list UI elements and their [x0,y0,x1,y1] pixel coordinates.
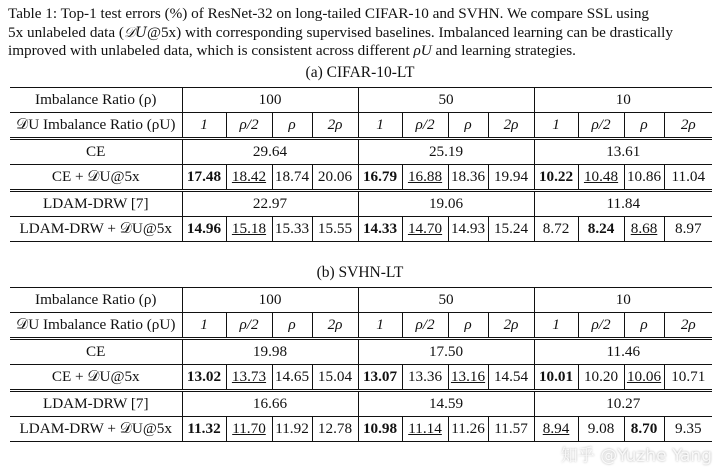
error-value: 8.94 [534,417,578,442]
table-row [10,417,712,442]
du-ratio-col: 1 [182,313,226,339]
caption-line-1: Table 1: Top-1 test errors (%) of ResNet-32 on long-tailed CIFAR-10 and SVHN. We compare SSL using [8,5,650,22]
error-value: 19.94 [488,165,534,191]
error-value: 14.65 [272,365,312,391]
ratio-value: 50 [358,88,534,113]
merged-value: 14.59 [358,391,534,417]
du-ratio-col: ρ [624,113,664,139]
du-ratio-col: 1 [534,113,578,139]
caption-text: improved with unlabeled data, which is consistent across different [8,42,414,60]
error-value: 11.26 [448,417,488,442]
merged-value: 19.06 [358,191,534,217]
error-value: 16.88 [402,165,448,191]
error-value: 18.74 [272,165,312,191]
du-ratio-col: ρ [272,313,312,339]
du-ratio-col: 1 [358,313,402,339]
method-name: CE [10,339,182,365]
table-row [10,217,712,242]
caption-text: @5x) with corresponding supervised baselines. Imbalanced learning can be drastically [146,23,673,41]
du-ratio-col: ρ [448,113,488,139]
error-value: 10.01 [534,365,578,391]
du-ratio-label: 𝒟U Imbalance Ratio (ρU) [10,113,182,139]
table-row [10,365,712,391]
error-value: 14.96 [182,217,226,242]
error-value: 11.70 [226,417,272,442]
error-value: 15.04 [312,365,358,391]
du-ratio-col: ρ [272,113,312,139]
error-value: 15.24 [488,217,534,242]
du-ratio-col: 2ρ [488,113,534,139]
error-value: 10.86 [624,165,664,191]
merged-value: 11.46 [534,339,712,365]
error-value: 15.55 [312,217,358,242]
error-value: 8.97 [664,217,712,242]
du-ratio-col: 2ρ [488,313,534,339]
table-caption [8,5,716,61]
error-value: 10.06 [624,365,664,391]
error-value: 13.02 [182,365,226,391]
error-value: 10.48 [578,165,624,191]
error-value: 18.42 [226,165,272,191]
method-name: LDAM-DRW [7] [10,191,182,217]
error-value: 14.54 [488,365,534,391]
error-value: 20.06 [312,165,358,191]
caption-text: 5x unlabeled data ( [8,23,124,41]
du-ratio-col: 1 [534,313,578,339]
error-value: 9.08 [578,417,624,442]
du-ratio-col: ρ/2 [226,113,272,139]
error-value: 14.93 [448,217,488,242]
error-value: 14.70 [402,217,448,242]
merged-value: 10.27 [534,391,712,417]
error-value: 11.57 [488,417,534,442]
ratio-value: 10 [534,88,712,113]
error-value: 10.98 [358,417,402,442]
method-name: CE [10,139,182,165]
du-symbol: 𝒟U [123,24,147,41]
merged-value: 29.64 [182,139,358,165]
error-value: 17.48 [182,165,226,191]
du-ratio-col: ρ/2 [226,313,272,339]
caption-line-3 [8,42,716,61]
method-name: LDAM-DRW + 𝒟U@5x [10,417,182,442]
error-value: 10.71 [664,365,712,391]
table-row [10,139,712,165]
rho-symbol: ρU [413,42,432,60]
error-value: 10.20 [578,365,624,391]
ratio-value: 10 [534,288,712,313]
error-value: 11.14 [402,417,448,442]
du-ratio-label: 𝒟U Imbalance Ratio (ρU) [10,313,182,339]
ratio-label: Imbalance Ratio (ρ) [10,88,182,113]
error-value: 15.33 [272,217,312,242]
error-value: 12.78 [312,417,358,442]
du-ratio-col: ρ/2 [578,313,624,339]
method-name: CE + 𝒟U@5x [10,165,182,191]
error-value: 8.24 [578,217,624,242]
du-ratio-col: ρ/2 [402,113,448,139]
error-value: 13.36 [402,365,448,391]
header-row-ratio [10,288,712,313]
merged-value: 17.50 [358,339,534,365]
error-value: 9.35 [664,417,712,442]
error-value: 8.68 [624,217,664,242]
error-value: 16.79 [358,165,402,191]
header-row-du [10,113,712,139]
error-value: 18.36 [448,165,488,191]
error-value: 15.18 [226,217,272,242]
error-value: 14.33 [358,217,402,242]
error-value: 11.92 [272,417,312,442]
du-ratio-col: 2ρ [312,113,358,139]
du-ratio-col: 2ρ [312,313,358,339]
du-ratio-col: 1 [358,113,402,139]
merged-value: 22.97 [182,191,358,217]
error-value: 11.32 [182,417,226,442]
error-value: 11.04 [664,165,712,191]
subtable-a-title: (a) CIFAR-10-LT [305,64,415,81]
error-value: 13.07 [358,365,402,391]
merged-value: 13.61 [534,139,712,165]
du-ratio-col: ρ [624,313,664,339]
table-row [10,391,712,417]
du-ratio-col: 2ρ [664,113,712,139]
caption-line-2 [8,24,716,43]
method-name: CE + 𝒟U@5x [10,365,182,391]
method-name: LDAM-DRW + 𝒟U@5x [10,217,182,242]
du-ratio-col: 1 [182,113,226,139]
merged-value: 11.84 [534,191,712,217]
error-value: 8.72 [534,217,578,242]
merged-value: 19.98 [182,339,358,365]
error-value: 8.70 [624,417,664,442]
ratio-value: 50 [358,288,534,313]
ratio-value: 100 [182,88,358,113]
header-row-du [10,313,712,339]
caption-text: and learning strategies. [431,42,576,60]
ratio-label: Imbalance Ratio (ρ) [10,288,182,313]
header-row-ratio [10,88,712,113]
merged-value: 16.66 [182,391,358,417]
table-row [10,339,712,365]
du-ratio-col: ρ/2 [402,313,448,339]
du-ratio-col: ρ/2 [578,113,624,139]
error-value: 13.16 [448,365,488,391]
watermark: 知乎 @Yuzhe Yang [560,446,712,466]
error-value: 13.73 [226,365,272,391]
results-table-svhn [10,287,712,442]
results-table-cifar [10,87,712,242]
method-name: LDAM-DRW [7] [10,391,182,417]
du-ratio-col: ρ [448,313,488,339]
table-row [10,165,712,191]
ratio-value: 100 [182,288,358,313]
subtable-b-title: (b) SVHN-LT [316,264,404,281]
error-value: 10.22 [534,165,578,191]
table-row [10,191,712,217]
merged-value: 25.19 [358,139,534,165]
du-ratio-col: 2ρ [664,313,712,339]
